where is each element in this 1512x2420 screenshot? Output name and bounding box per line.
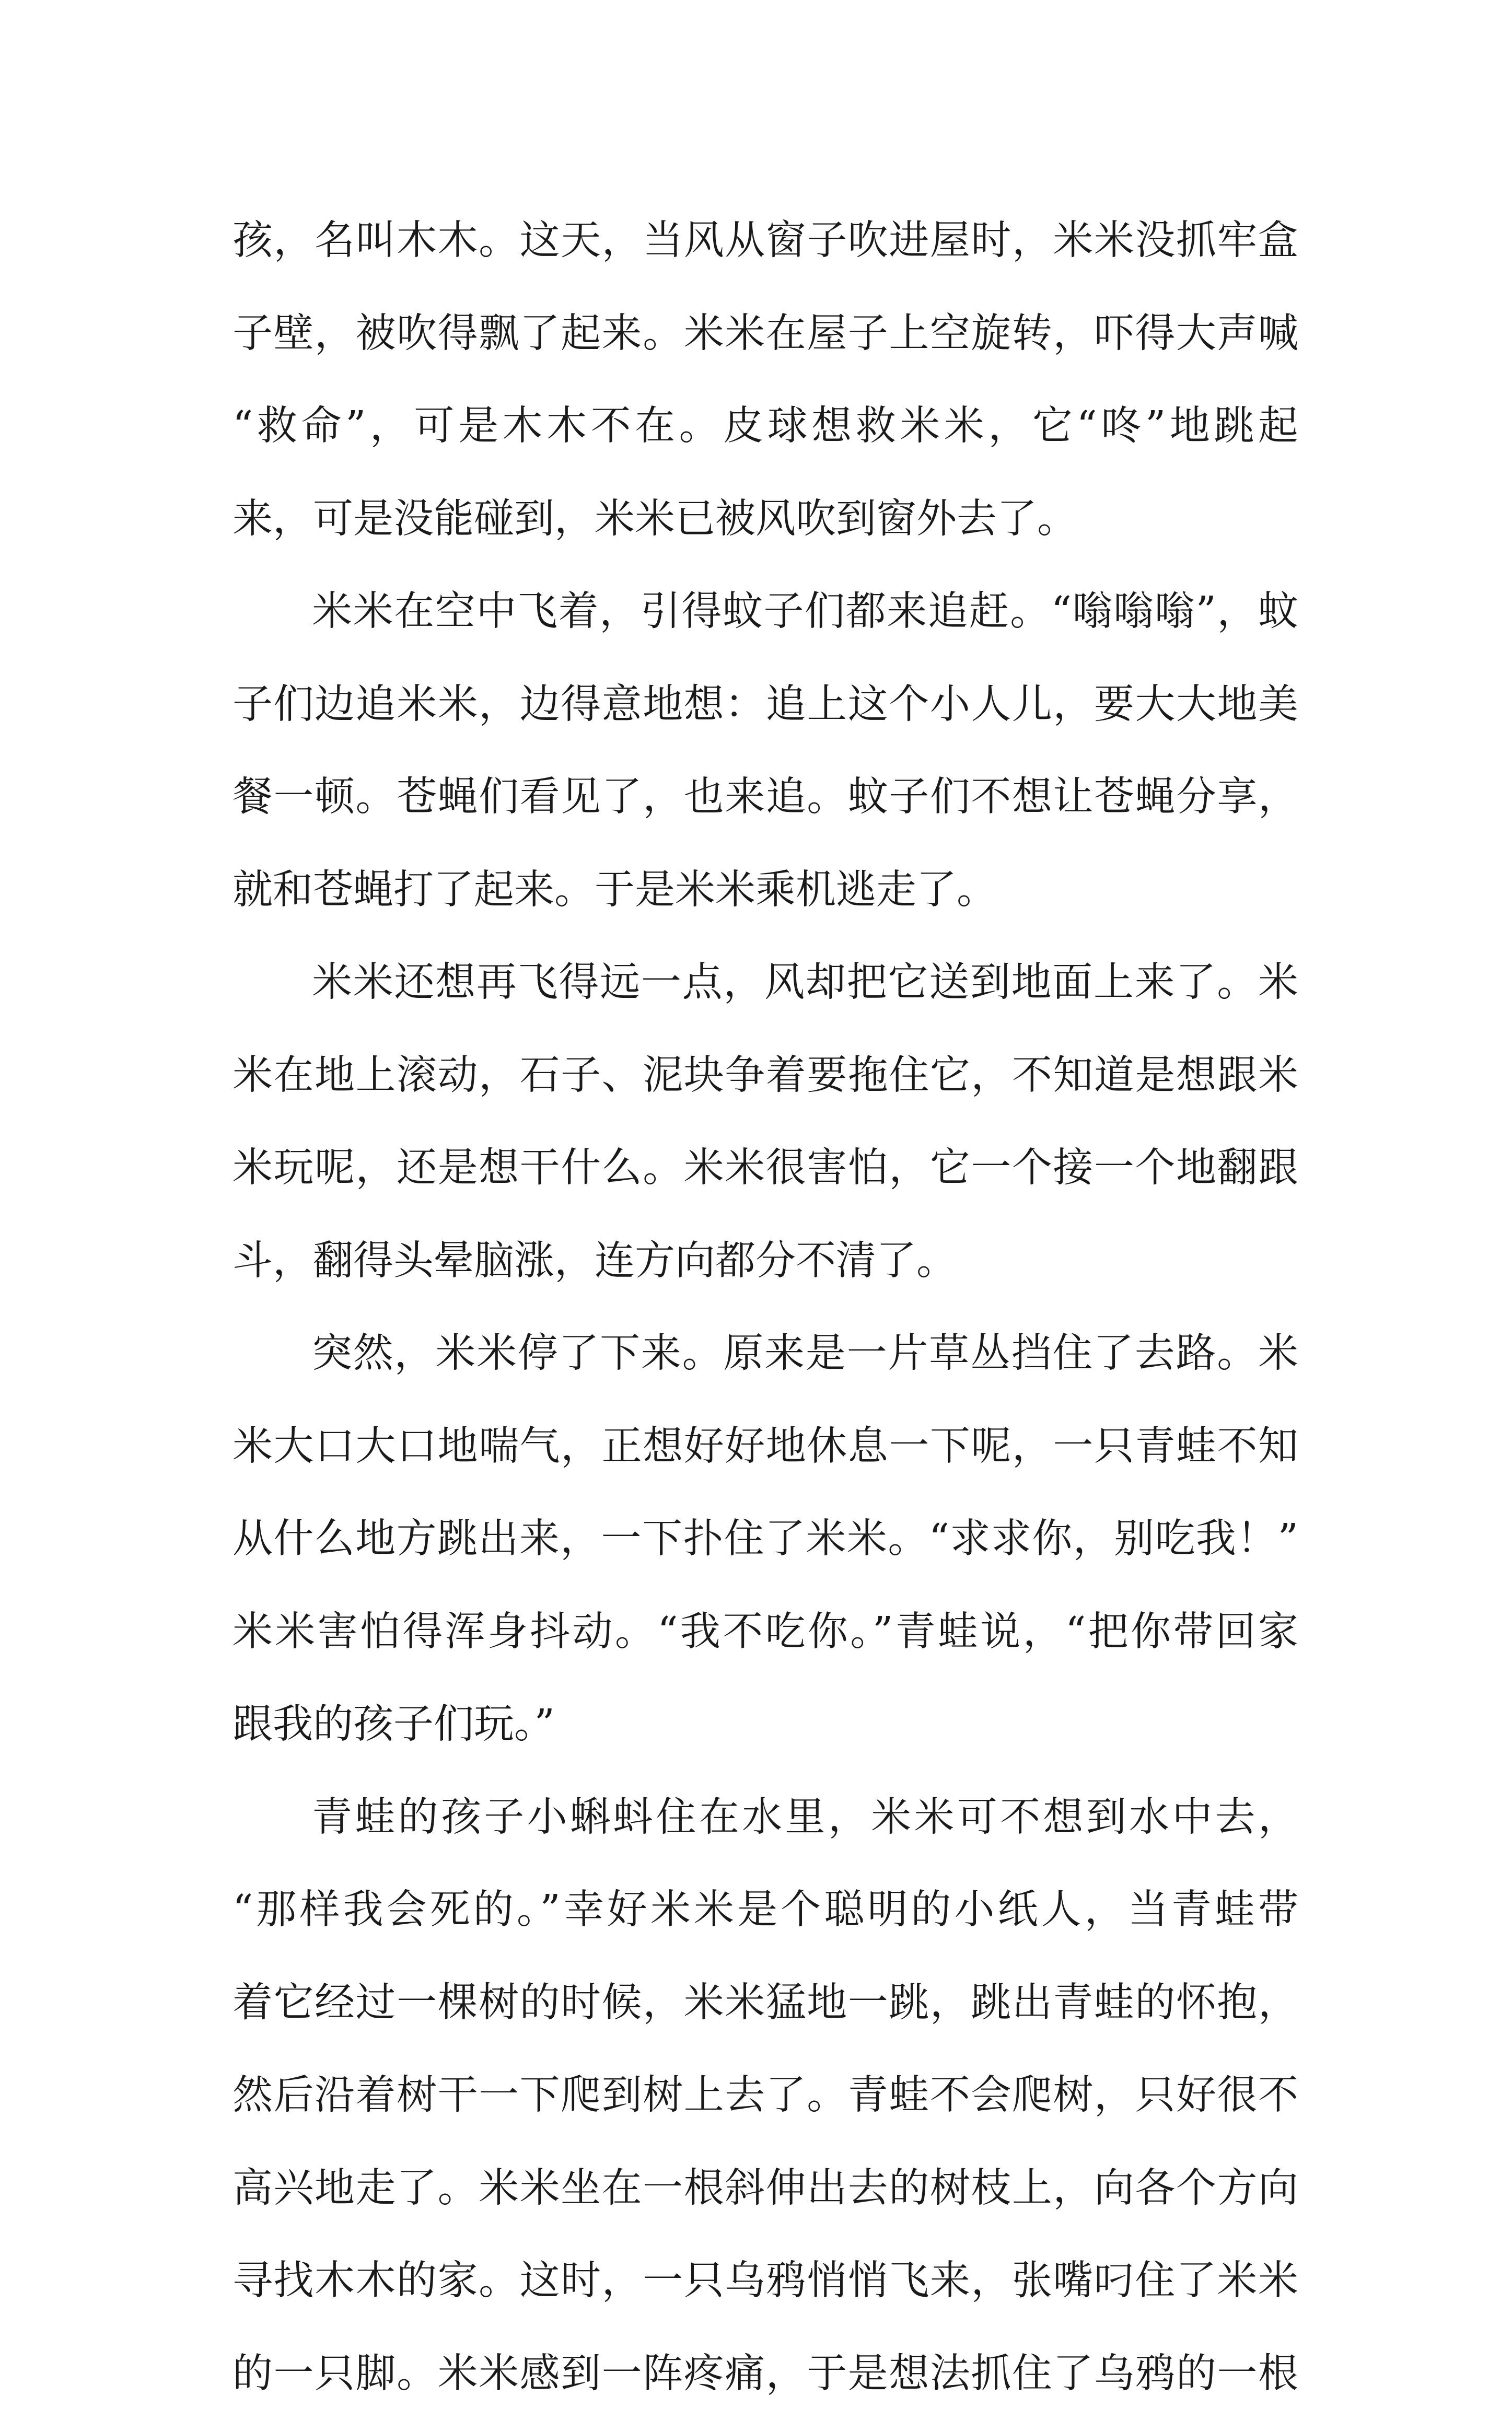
story-text (232, 194, 1298, 2420)
text-line: 寻找木木的家。这时，一只乌鸦悄悄飞来，张嘴叼住了米米 (232, 2235, 1298, 2328)
text-line: “救命”，可是木木不在。皮球想救米米，它“咚”地跳起 (232, 380, 1298, 473)
paragraph-first-line: 米米还想再飞得远一点，风却把它送到地面上来了。米 (232, 936, 1298, 1029)
text-line: 米大口大口地喘气，正想好好地休息一下呢，一只青蛙不知 (232, 1400, 1298, 1493)
text-line: 然后沿着树干一下爬到树上去了。青蛙不会爬树，只好很不 (232, 2049, 1298, 2142)
paragraph-first-line: 青蛙的孩子小蝌蚪住在水里，米米可不想到水中去， (232, 1771, 1298, 1864)
text-line: 从什么地方跳出来，一下扑住了米米。“求求你，别吃我！” (232, 1493, 1298, 1586)
text-line: 斗，翻得头晕脑涨，连方向都分不清了。 (232, 1215, 1298, 1308)
text-line: 餐一顿。苍蝇们看见了，也来追。蚊子们不想让苍蝇分享， (232, 751, 1298, 844)
text-line: 跟我的孩子们玩。” (232, 1678, 1298, 1771)
text-line: 高兴地走了。米米坐在一根斜伸出去的树枝上，向各个方向 (232, 2142, 1298, 2235)
paragraph-first-line: 突然，米米停了下来。原来是一片草丛挡住了去路。米 (232, 1307, 1298, 1400)
text-line: “那样我会死的。”幸好米米是个聪明的小纸人，当青蛙带 (232, 1864, 1298, 1957)
text-line: 米在地上滚动，石子、泥块争着要拖住它，不知道是想跟米 (232, 1029, 1298, 1122)
text-line: 的一只脚。米米感到一阵疼痛，于是想法抓住了乌鸦的一根 (232, 2328, 1298, 2420)
paragraph-first-line: 米米在空中飞着，引得蚊子们都来追赶。“嗡嗡嗡”，蚊 (232, 565, 1298, 658)
text-line: 着它经过一棵树的时候，米米猛地一跳，跳出青蛙的怀抱， (232, 1957, 1298, 2050)
text-line: 子们边追米米，边得意地想：追上这个小人儿，要大大地美 (232, 658, 1298, 751)
text-line: 米玩呢，还是想干什么。米米很害怕，它一个接一个地翻跟 (232, 1122, 1298, 1215)
text-line: 来，可是没能碰到，米米已被风吹到窗外去了。 (232, 473, 1298, 566)
text-line: 子壁，被吹得飘了起来。米米在屋子上空旋转，吓得大声喊 (232, 287, 1298, 380)
text-line: 孩，名叫木木。这天，当风从窗子吹进屋时，米米没抓牢盒 (232, 194, 1298, 287)
text-line: 米米害怕得浑身抖动。“我不吃你。”青蛙说，“把你带回家 (232, 1586, 1298, 1679)
text-line: 就和苍蝇打了起来。于是米米乘机逃走了。 (232, 844, 1298, 937)
